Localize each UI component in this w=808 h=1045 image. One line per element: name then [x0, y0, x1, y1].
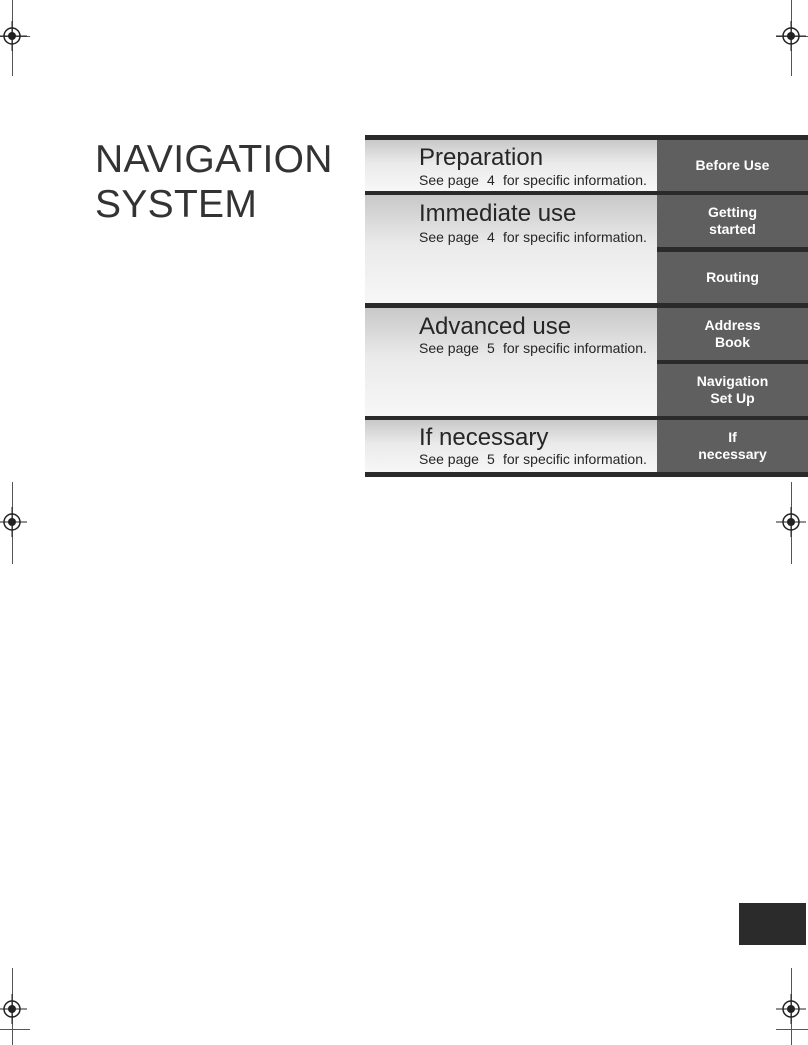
page-number: 4 [487, 229, 495, 245]
section-if-necessary [365, 420, 657, 472]
page-title [95, 137, 333, 227]
page-number: 4 [487, 172, 495, 188]
tab-routing[interactable]: Routing [657, 252, 808, 303]
section-immediate-use [365, 195, 657, 303]
section-reference: See page 5 for specific information. [419, 451, 647, 467]
section-title: If necessary [419, 424, 549, 451]
registration-mark-icon [771, 989, 808, 1029]
registration-mark-icon [771, 502, 808, 542]
section-advanced-use [365, 308, 657, 416]
page-number: 5 [487, 340, 495, 356]
registration-mark-icon [0, 502, 32, 542]
registration-mark-icon [0, 16, 32, 56]
crop-line [776, 1029, 808, 1030]
tab-before-use[interactable]: Before Use [657, 140, 808, 191]
section-title: Advanced use [419, 313, 572, 340]
section-preparation [365, 140, 657, 191]
page-title-line-1: NAVIGATION [95, 138, 333, 181]
page-title-line-2: SYSTEM [95, 183, 258, 226]
registration-mark-icon [771, 16, 808, 56]
section-title: Immediate use [419, 200, 577, 227]
tab-getting-started[interactable]: Getting started [657, 195, 808, 247]
section-reference: See page 4 for specific information. [419, 229, 647, 245]
page-number: 5 [487, 451, 495, 467]
section-title: Preparation [419, 144, 544, 171]
registration-mark-icon [0, 989, 32, 1029]
tab-if-necessary[interactable]: If necessary [657, 420, 808, 472]
tab-navigation-set-up[interactable]: Navigation Set Up [657, 364, 808, 416]
section-reference: See page 5 for specific information. [419, 340, 647, 356]
tab-address-book[interactable]: Address Book [657, 308, 808, 360]
section-reference: See page 4 for specific information. [419, 172, 647, 188]
thumb-index-tab [739, 903, 806, 945]
separator-bar [365, 472, 808, 477]
crop-line [0, 1029, 30, 1030]
